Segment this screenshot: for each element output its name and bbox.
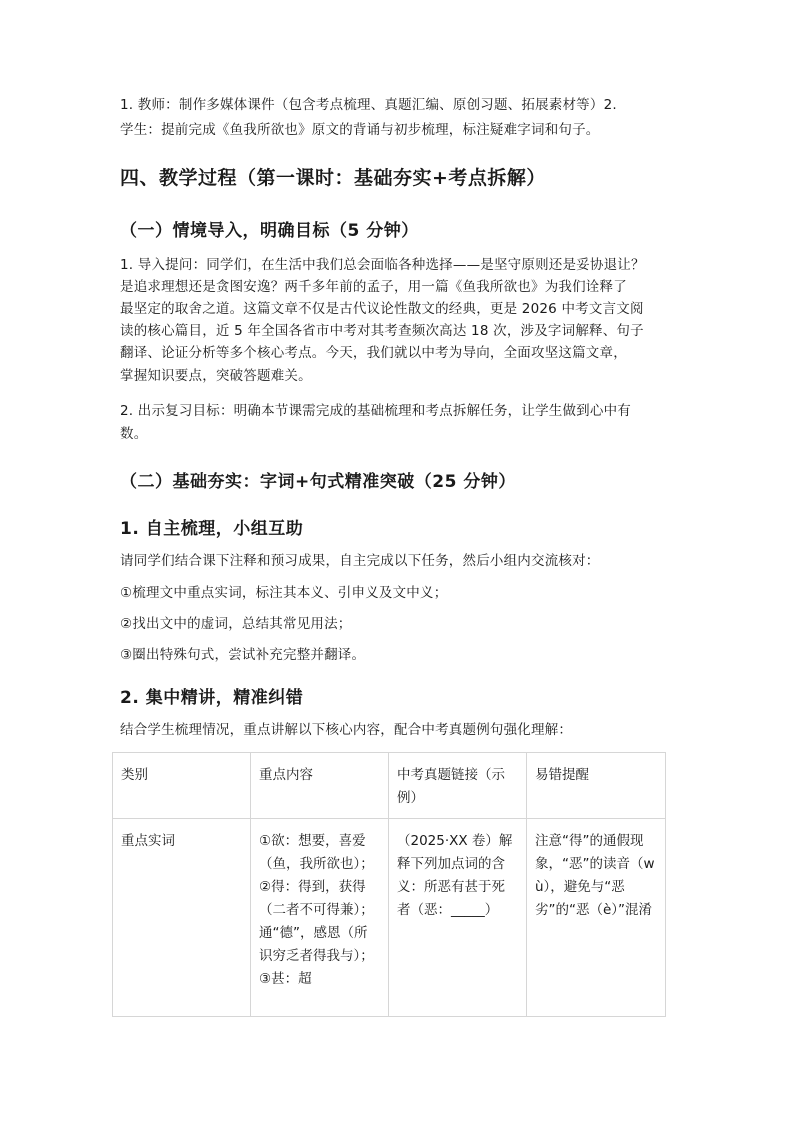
table-header-cell: 易错提醒 [527,753,666,819]
table-cell-content: ①欲：想要，喜爱（鱼，我所欲也）；②得：得到，获得（二者不可得兼）；通“德”，感恩（所识穷乏者得我与）；③甚：超 [251,819,389,1017]
table-header-cell: 类别 [113,753,251,819]
sub-1-heading: 1. 自主梳理，小组互助 [120,519,304,539]
goal-line: 2. 出示复习目标：明确本节课需完成的基础梳理和考点拆解任务，让学生做到心中有 [120,403,631,419]
prep-line-2: 学生：提前完成《鱼我所欲也》原文的背诵与初步梳理，标注疑难字词和句子。 [120,122,600,138]
table-cell-warning: 注意“得”的通假现象，“恶”的读音（wù），避免与“恶劣”的“恶（è）”混淆 [527,819,666,1017]
table-cell-exam: （2025·XX 卷）解释下列加点词的含义：所恶有甚于死者（恶：_____） [389,819,527,1017]
table-cell-category: 重点实词 [113,819,251,1017]
intro-line: 最坚定的取舍之道。这篇文章不仅是古代议论性散文的经典，更是 2026 中考文言文阅 [120,301,644,317]
intro-line: 掌握知识要点，突破答题难关。 [120,368,312,384]
table-header-cell: 重点内容 [251,753,389,819]
section-4-heading: 四、教学过程（第一课时：基础夯实+考点拆解） [120,167,546,189]
table-header-row [113,753,666,819]
task-item: ①梳理文中重点实词，标注其本义、引申义及文中义； [120,585,448,601]
task-item: ②找出文中的虚词，总结其常见用法； [120,616,352,632]
goal-line: 数。 [120,426,148,442]
sub-1-lead: 请同学们结合课下注释和预习成果，自主完成以下任务，然后小组内交流核对： [120,553,600,569]
part-1-heading: （一）情境导入，明确目标（5 分钟） [120,221,419,241]
part-2-heading: （二）基础夯实：字词+句式精准突破（25 分钟） [120,472,516,492]
intro-line: 1. 导入提问：同学们，在生活中我们总会面临各种选择——是坚守原则还是妥协退让？ [120,257,645,273]
intro-line: 是追求理想还是贪图安逸？两千多年前的孟子，用一篇《鱼我所欲也》为我们诠释了 [120,279,627,295]
table-header-cell: 中考真题链接（示例） [389,753,527,819]
task-item: ③圈出特殊句式，尝试补充完整并翻译。 [120,647,366,663]
key-points-table [112,752,666,1017]
prep-line-1: 1. 教师：制作多媒体课件（包含考点梳理、真题汇编、原创习题、拓展素材等）2. [120,97,617,113]
intro-line: 翻译、论证分析等多个核心考点。今天，我们就以中考为导向，全面攻坚这篇文章， [120,345,627,361]
intro-line: 读的核心篇目，近 5 年全国各省市中考对其考查频次高达 18 次，涉及字词解释、句子 [120,323,644,339]
sub-2-lead: 结合学生梳理情况，重点讲解以下核心内容，配合中考真题例句强化理解： [120,722,573,738]
table-row [113,819,666,1017]
sub-2-heading: 2. 集中精讲，精准纠错 [120,688,304,708]
